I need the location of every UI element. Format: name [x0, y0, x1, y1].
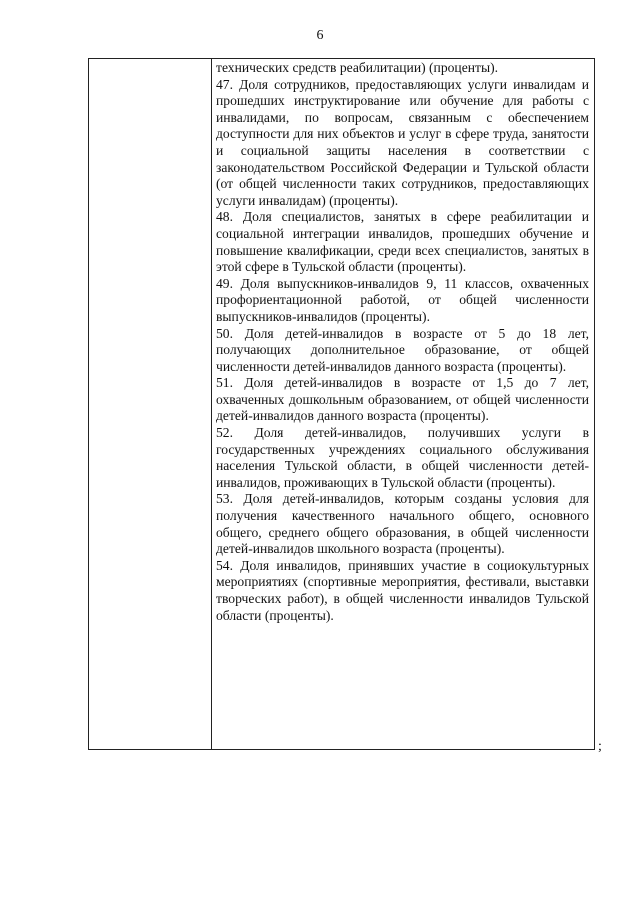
page-number: 6 — [316, 28, 324, 43]
list-item: 51. Доля детей-инвалидов в возрасте от 1,5 до 7 лет, охваченных дошкольным образованием, от общей численности детей-инвалидов данного возраста (проценты). — [216, 375, 589, 424]
column-divider — [211, 59, 212, 749]
trailing-semicolon: ; — [598, 739, 602, 754]
list-item: 52. Доля детей-инвалидов, получивших услуги в государственных учреждениях социального обслуживания населения Тульской области, в общей численности детей-инвалидов, проживающих в Тульской области (проценты). — [216, 425, 589, 490]
indicator-table — [88, 58, 595, 750]
indicator-list — [216, 60, 589, 624]
list-item: технических средств реабилитации) (проценты). — [216, 60, 498, 75]
list-item: 49. Доля выпускников-инвалидов 9, 11 классов, охваченных профориентационной работой, от общей численности выпускников-инвалидов (проценты). — [216, 275, 589, 324]
list-item: 48. Доля специалистов, занятых в сфере реабилитации и социальной интеграции инвалидов, прошедших обучение и повышение квалификации, среди всех специалистов, занятых в этой сфере в Тульской области (проценты). — [216, 209, 589, 275]
list-item: 54. Доля инвалидов, принявших участие в социокультурных мероприятиях (спортивные мероприятия, фестивали, выставки творческих работ), в общей численности инвалидов Тульской области (проценты). — [216, 557, 589, 623]
list-item: 47. Доля сотрудников, предоставляющих услуги инвалидам и прошедших инструктирование или обучение для работы с инвалидами, по вопросам, связанным с обеспечением доступности для них объектов и услуг в сфере труда, занятости и социальной защиты населения в соответствии с законодательством Российской Федерации и Тульской области (от общей численности таких сотрудников, предоставляющих услуги инвалидам) (проценты). — [216, 76, 589, 208]
list-item: 50. Доля детей-инвалидов в возрасте от 5 до 18 лет, получающих дополнительное образование, от общей численности детей-инвалидов данного возраста (проценты). — [216, 325, 589, 374]
list-item: 53. Доля детей-инвалидов, которым созданы условия для получения качественного начального общего, основного общего, среднего общего образования, в общей численности детей-инвалидов школьного возраста (проценты). — [216, 491, 589, 557]
